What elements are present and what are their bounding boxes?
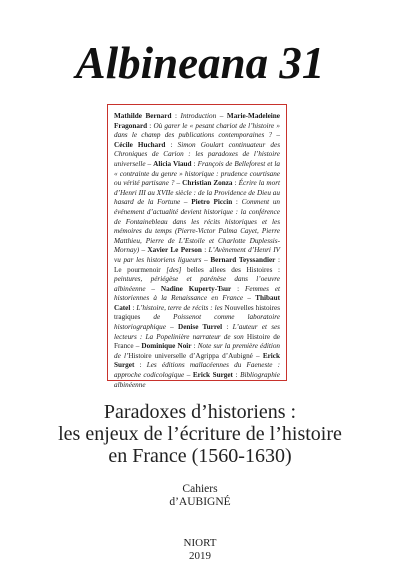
toc-article-title: Comment un événement d’actualité devient historique : la conférence de Fontainebleau dans les récits historiques et les mémoires du temps (Pierre-Victor Palma Cayet, Pierre Matthieu, Pierre de L’Estoile et Charlotte Duplessis-Mornay) xyxy=(114,198,281,255)
toc-separator: – xyxy=(139,246,148,255)
toc-colon: : xyxy=(232,179,239,188)
toc-article-title: Les éditions mallacéennes du Faeneste : approche codicologique xyxy=(114,361,281,380)
toc-author: Christian Zonza xyxy=(182,179,233,188)
journal-title: Albineana 31 xyxy=(75,38,325,88)
series-line: Cahiers xyxy=(182,483,218,495)
toc-article-title: Introduction xyxy=(180,112,217,120)
toc-colon: : xyxy=(201,246,209,255)
toc-colon: : xyxy=(222,323,233,332)
toc-article-title: Histoire de France xyxy=(114,332,280,351)
toc-colon: : xyxy=(171,112,181,120)
toc-colon: : xyxy=(165,140,178,149)
toc-colon: : xyxy=(130,303,137,312)
toc-author: Alicia Viaud xyxy=(153,159,192,168)
toc-colon: : xyxy=(231,284,245,293)
publication-city: NIORT xyxy=(183,537,217,549)
toc-separator: – xyxy=(174,179,183,188)
toc-article-title: François de Belleforest et la « contrainte du genre » historique : prudence courtisane ou vérité partisane ? xyxy=(114,159,280,188)
toc-article-title: Note sur la première édition de l’ xyxy=(114,342,281,360)
toc-author: Cécile Huchard xyxy=(114,140,166,149)
toc-article-title: peintures, périégèse et parénèse dans l’oeuvre albinéenne xyxy=(114,275,280,293)
issue-title-line: Paradoxes d’historiens : xyxy=(103,401,297,423)
issue-title-line: les enjeux de l’écriture de l’histoire xyxy=(58,423,342,445)
toc-separator: – xyxy=(243,294,256,303)
toc-separator: – xyxy=(180,198,192,207)
toc-colon: : xyxy=(232,371,241,380)
toc-author: Marie-Madeleine Fragonard xyxy=(114,112,280,130)
toc-article-title: de Poissenot comme laboratoire historiographique xyxy=(114,313,280,332)
toc-article-title: Femmes et historiennes à la Renaissance en France xyxy=(114,284,281,303)
toc-article-title: L’histoire, terre de récits : les xyxy=(136,303,225,312)
imprint xyxy=(0,537,400,563)
toc-colon: : xyxy=(191,342,198,351)
toc-author: Erick Surget xyxy=(114,351,280,370)
toc-author: Erick Surget xyxy=(192,371,233,380)
toc-separator: – xyxy=(252,351,263,360)
toc-author: Denise Turrel xyxy=(178,323,223,332)
toc-article-title: Nouvelles histoires tragiques xyxy=(114,303,281,322)
series-line: d’AUBIGNÉ xyxy=(169,496,231,508)
toc-author: Thibaut Catel xyxy=(114,294,280,312)
toc-separator: – xyxy=(272,131,280,140)
toc-colon: : xyxy=(232,198,242,207)
issue-title-line: en France (1560-1630) xyxy=(108,445,292,467)
toc-separator: – xyxy=(133,342,142,351)
toc-article-title: [des] xyxy=(166,265,182,274)
publication-year: 2019 xyxy=(189,550,211,562)
toc-article-title: L’auteur et ses lecteurs : La Popelinière narrateur de son xyxy=(114,323,280,341)
toc-author: Xavier Le Person xyxy=(147,246,202,255)
toc-colon: : xyxy=(191,159,198,168)
toc-article-title: Écrire la mort d’Henri III au XVIIe siècle : de la Providence de Dieu au hasard de la Fortune xyxy=(114,179,281,207)
toc-author: Bernard Teyssandier xyxy=(210,255,276,264)
toc-author: Dominique Noir xyxy=(141,342,192,351)
toc-separator: – xyxy=(165,323,179,332)
toc-separator: – xyxy=(201,255,211,264)
table-of-contents xyxy=(107,104,287,389)
toc-separator: – xyxy=(145,284,161,293)
toc-author: Pietro Piccin xyxy=(191,198,233,207)
toc-colon: : xyxy=(147,121,154,130)
toc-article-title: L’Avènement d’Henri IV vu par les historiens ligueurs xyxy=(114,246,280,264)
toc-article-title: Bibliographie albinéenne xyxy=(114,371,280,389)
toc-author: Nadine Kuperty-Tsur xyxy=(160,284,232,293)
series-name xyxy=(0,483,400,509)
toc-colon: : xyxy=(134,361,147,370)
toc-separator: – xyxy=(145,159,154,168)
toc-text xyxy=(114,112,280,390)
toc-separator: – xyxy=(184,371,193,380)
toc-author: Mathilde Bernard xyxy=(114,112,172,120)
toc-colon: : xyxy=(275,255,281,264)
toc-article-title: belles allees des Histoires : xyxy=(181,265,280,274)
toc-article-title: Où garer le « pesant chariot de l’histoire » dans le champ des publications contemporaines ? xyxy=(114,121,281,140)
toc-separator: – xyxy=(216,112,227,120)
toc-article-title: Simon Goulart continuateur des Chroniques de Carion : les paradoxes de l’histoire universelle xyxy=(114,140,281,168)
issue-title xyxy=(0,401,400,467)
toc-article-title: Le pourmenoir xyxy=(114,265,167,274)
toc-article-title: Histoire universelle d’Agrippa d’Aubigné xyxy=(128,351,253,360)
